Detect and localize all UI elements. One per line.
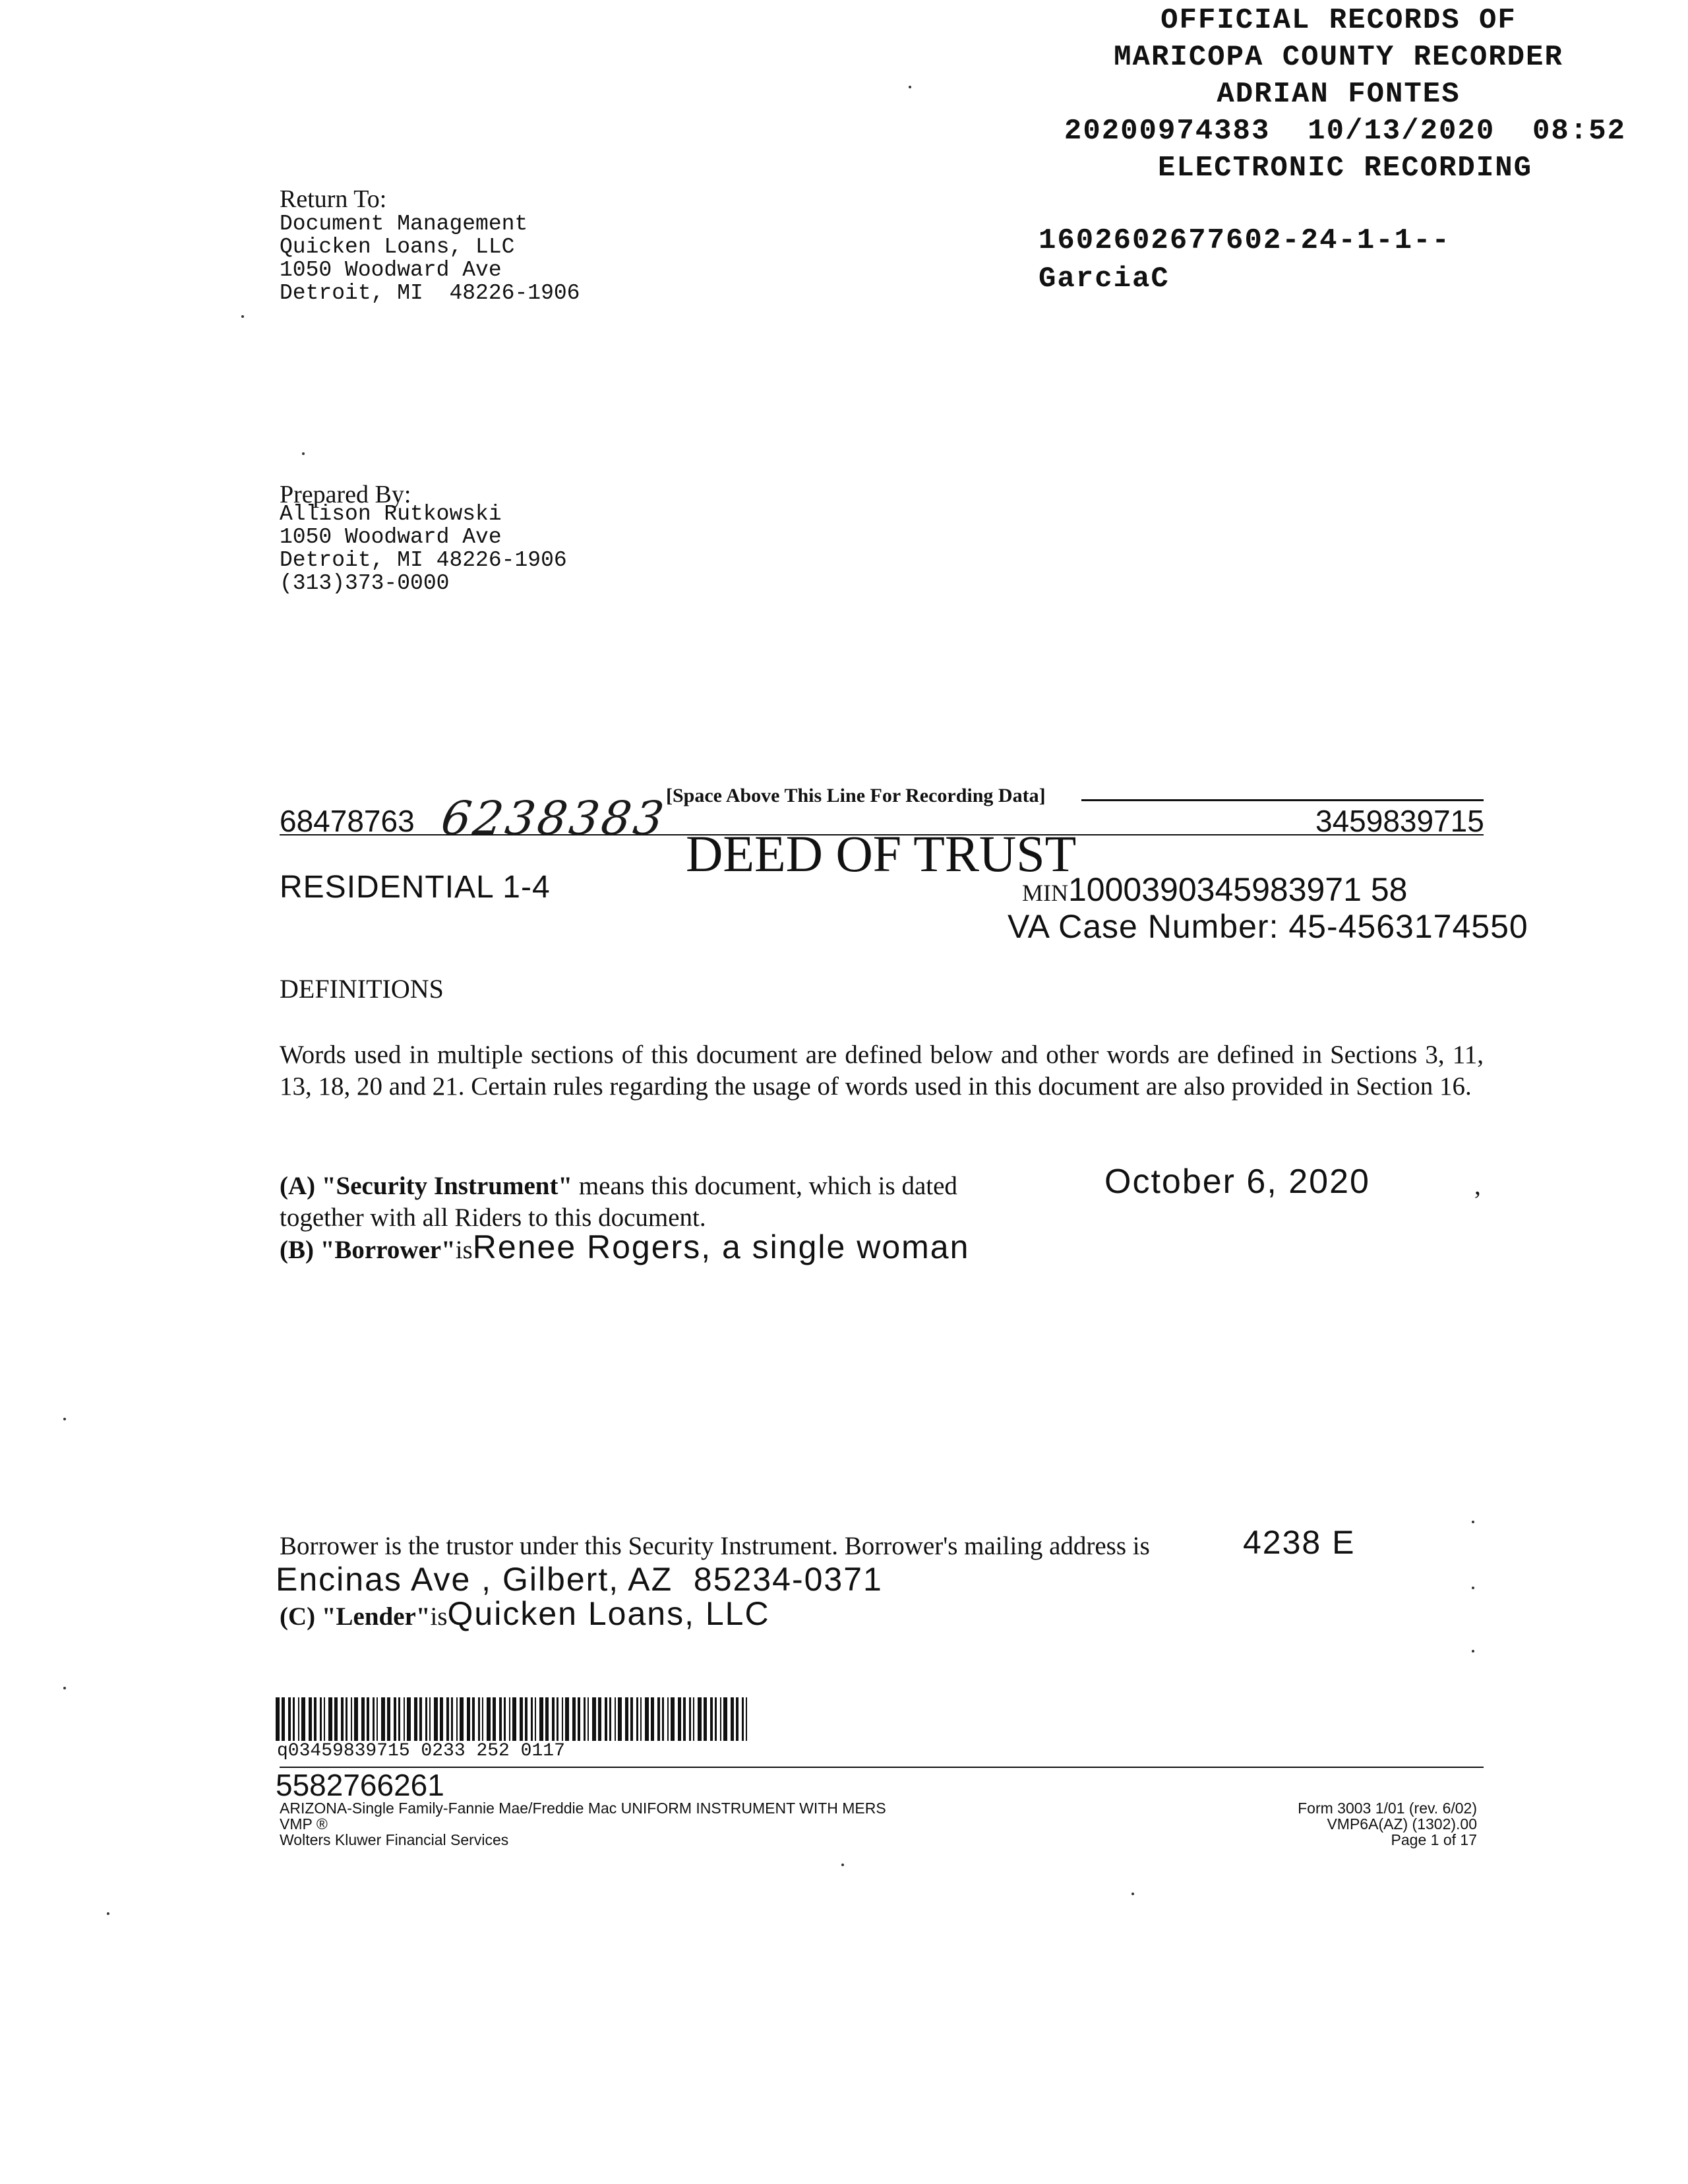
scan-speck bbox=[107, 1912, 109, 1915]
barcode-bar bbox=[387, 1697, 390, 1741]
definition-a bbox=[280, 1171, 957, 1201]
prepared-by-line: (313)373-0000 bbox=[280, 571, 450, 595]
barcode-bar bbox=[615, 1697, 616, 1741]
scan-speck bbox=[63, 1418, 66, 1420]
barcode-bar bbox=[351, 1697, 352, 1741]
barcode-bar bbox=[636, 1697, 638, 1741]
return-to-heading: Return To: bbox=[280, 185, 387, 213]
recording-clerk: GarciaC bbox=[1039, 262, 1170, 295]
barcode-bar bbox=[373, 1697, 375, 1741]
barcode-bar bbox=[720, 1697, 721, 1741]
barcode-bar bbox=[293, 1697, 295, 1741]
barcode-bar bbox=[425, 1697, 427, 1741]
definition-a-line2: together with all Riders to this document. bbox=[280, 1203, 706, 1232]
barcode-bar bbox=[731, 1697, 734, 1741]
barcode-bar bbox=[657, 1697, 660, 1741]
va-case-number: VA Case Number: 45-4563174550 bbox=[1008, 908, 1528, 945]
barcode-bar bbox=[440, 1697, 443, 1741]
barcode-bar bbox=[414, 1697, 417, 1741]
barcode-bar bbox=[460, 1697, 464, 1741]
barcode-bar bbox=[710, 1697, 713, 1741]
recording-left-number: 68478763 bbox=[280, 804, 415, 838]
barcode-bar bbox=[429, 1697, 431, 1741]
recording-reference: 1602602677602-24-1-1-- bbox=[1039, 224, 1451, 257]
barcode-bar bbox=[467, 1697, 470, 1741]
scan-speck bbox=[1472, 1650, 1474, 1653]
barcode-bar bbox=[578, 1697, 580, 1741]
barcode-bar bbox=[531, 1697, 533, 1741]
barcode-bar bbox=[334, 1697, 338, 1741]
recorder-line-5: ELECTRONIC RECORDING bbox=[1157, 152, 1533, 185]
barcode-bar bbox=[398, 1697, 400, 1741]
trustor-text: Borrower is the trustor under this Security Instrument. Borrower's mailing address is bbox=[280, 1532, 1150, 1560]
prepared-by-line: Allison Rutkowski bbox=[280, 502, 502, 526]
barcode-bar bbox=[671, 1697, 675, 1741]
barcode-bar bbox=[404, 1697, 405, 1741]
return-to-line: Detroit, MI 48226-1906 bbox=[280, 281, 580, 305]
barcode-bar bbox=[504, 1697, 506, 1741]
definition-c bbox=[280, 1594, 770, 1633]
prepared-by-line: Detroit, MI 48226-1906 bbox=[280, 548, 567, 572]
prepared-by-line: 1050 Woodward Ave bbox=[280, 525, 502, 549]
scan-speck bbox=[1472, 1587, 1474, 1589]
footer-loan-number: 5582766261 bbox=[276, 1768, 444, 1802]
barcode-bar bbox=[394, 1697, 396, 1741]
scan-speck bbox=[1472, 1521, 1474, 1523]
barcode-bar bbox=[552, 1697, 555, 1741]
barcode-bar bbox=[557, 1697, 558, 1741]
barcode-bar bbox=[645, 1697, 649, 1741]
barcode-bar bbox=[482, 1697, 483, 1741]
barcode-bar bbox=[640, 1697, 642, 1741]
barcode-bar bbox=[381, 1697, 385, 1741]
scan-speck bbox=[1131, 1893, 1134, 1895]
barcode-bar bbox=[446, 1697, 449, 1741]
return-to-line: Document Management bbox=[280, 212, 528, 236]
barcode-bar bbox=[282, 1697, 285, 1741]
handwritten-number: 6238383 bbox=[438, 791, 670, 845]
barcode-bar bbox=[667, 1697, 669, 1741]
borrower-address-line1: 4238 E bbox=[1243, 1524, 1356, 1561]
barcode-bar bbox=[746, 1697, 747, 1741]
barcode-bar bbox=[361, 1697, 365, 1741]
barcode-bar bbox=[736, 1697, 738, 1741]
scan-speck bbox=[841, 1864, 844, 1866]
definition-c-is: is bbox=[430, 1602, 448, 1631]
barcode-bar bbox=[609, 1697, 611, 1741]
definition-a-comma: , bbox=[1474, 1172, 1481, 1200]
barcode-bar bbox=[472, 1697, 475, 1741]
definitions-intro: Words used in multiple sections of this document are defined below and other words are defined in Sections 3, 11, 13, 18, 20 and 21. Certain rules regarding the usage of words used in this document are also provided in Section 16. bbox=[280, 1041, 1484, 1101]
barcode-bar bbox=[456, 1697, 458, 1741]
lender-name: Quicken Loans, LLC bbox=[447, 1595, 770, 1632]
footer-publisher: Wolters Kluwer Financial Services bbox=[280, 1831, 509, 1848]
barcode-bar bbox=[301, 1697, 305, 1741]
definitions-heading: DEFINITIONS bbox=[280, 974, 444, 1004]
barcode-bar bbox=[704, 1697, 707, 1741]
scan-speck bbox=[302, 452, 305, 455]
document-barcode bbox=[276, 1697, 750, 1741]
barcode-bar bbox=[572, 1697, 576, 1741]
return-to-line: Quicken Loans, LLC bbox=[280, 235, 515, 259]
barcode-bar bbox=[451, 1697, 453, 1741]
barcode-bar bbox=[598, 1697, 601, 1741]
barcode-bar bbox=[742, 1697, 744, 1741]
barcode-bar bbox=[689, 1697, 691, 1741]
definition-b-is: is bbox=[455, 1236, 473, 1264]
barcode-bar bbox=[512, 1697, 516, 1741]
barcode-bar bbox=[298, 1697, 299, 1741]
footer-vmp: VMP ® bbox=[280, 1815, 328, 1833]
recording-number-datetime: 20200974383 10/13/2020 08:52 bbox=[1064, 115, 1627, 148]
security-instrument-date: October 6, 2020 bbox=[1104, 1163, 1370, 1201]
barcode-bar bbox=[288, 1697, 291, 1741]
barcode-bar bbox=[320, 1697, 322, 1741]
barcode-bar bbox=[324, 1697, 325, 1741]
barcode-bars bbox=[276, 1697, 750, 1741]
definition-a-label: (A) "Security Instrument" bbox=[280, 1172, 573, 1200]
recorder-line-1: OFFICIAL RECORDS OF bbox=[1160, 4, 1517, 37]
barcode-bar bbox=[314, 1697, 316, 1741]
barcode-bar bbox=[683, 1697, 686, 1741]
barcode-bar bbox=[630, 1697, 633, 1741]
footer-page-number: Page 1 of 17 bbox=[1391, 1831, 1477, 1848]
barcode-bar bbox=[693, 1697, 694, 1741]
return-to-line: 1050 Woodward Ave bbox=[280, 258, 502, 282]
scan-speck bbox=[909, 86, 911, 88]
barcode-bar bbox=[662, 1697, 664, 1741]
barcode-bar bbox=[588, 1697, 589, 1741]
barcode-bar bbox=[535, 1697, 536, 1741]
barcode-bar bbox=[407, 1697, 411, 1741]
space-above-caption: [Space Above This Line For Recording Data] bbox=[666, 785, 1046, 806]
recorder-line-3: ADRIAN FONTES bbox=[1217, 78, 1461, 111]
residential-label: RESIDENTIAL 1-4 bbox=[280, 870, 551, 905]
borrower-address-line2: Encinas Ave , Gilbert, AZ 85234-0371 bbox=[276, 1561, 883, 1598]
footer-form-number: Form 3003 1/01 (rev. 6/02) bbox=[1298, 1800, 1477, 1817]
barcode-bar bbox=[377, 1697, 378, 1741]
min-line bbox=[1022, 870, 1407, 909]
recording-rule-right bbox=[1081, 799, 1484, 801]
barcode-bar bbox=[276, 1697, 280, 1741]
barcode-bar bbox=[341, 1697, 344, 1741]
barcode-bar bbox=[592, 1697, 596, 1741]
barcode-bar bbox=[354, 1697, 358, 1741]
prepared-by-heading: Prepared By: bbox=[280, 481, 411, 508]
definition-b bbox=[280, 1228, 969, 1266]
barcode-bar bbox=[419, 1697, 422, 1741]
barcode-bar bbox=[434, 1697, 438, 1741]
definition-a-text: means this document, which is dated bbox=[572, 1172, 957, 1200]
footer-form-title: ARIZONA-Single Family-Fannie Mae/Freddie Mac UNIFORM INSTRUMENT WITH MERS bbox=[280, 1800, 886, 1817]
footer-rule bbox=[280, 1767, 1484, 1768]
scan-speck bbox=[63, 1687, 66, 1689]
barcode-bar bbox=[520, 1697, 523, 1741]
barcode-bar bbox=[328, 1697, 332, 1741]
barcode-bar bbox=[625, 1697, 628, 1741]
recorder-line-2: MARICOPA COUNTY RECORDER bbox=[1114, 41, 1563, 74]
barcode-bar bbox=[618, 1697, 622, 1741]
barcode-bar bbox=[367, 1697, 369, 1741]
barcode-bar bbox=[545, 1697, 549, 1741]
barcode-bar bbox=[478, 1697, 480, 1741]
footer-vmp-code: VMP6A(AZ) (1302).00 bbox=[1327, 1815, 1477, 1833]
barcode-bar bbox=[565, 1697, 569, 1741]
barcode-bar bbox=[509, 1697, 510, 1741]
scan-speck bbox=[241, 315, 244, 318]
document-title: DEED OF TRUST bbox=[686, 825, 1077, 882]
barcode-bar bbox=[584, 1697, 586, 1741]
definition-b-label: (B) "Borrower" bbox=[280, 1236, 456, 1264]
barcode-bar bbox=[487, 1697, 491, 1741]
recording-right-number: 3459839715 bbox=[1315, 804, 1484, 838]
definition-c-label: (C) "Lender" bbox=[280, 1602, 431, 1631]
barcode-bar bbox=[651, 1697, 654, 1741]
barcode-bar bbox=[499, 1697, 502, 1741]
borrower-name: Renee Rogers, a single woman bbox=[472, 1228, 970, 1265]
min-number: 1000390345983971 58 bbox=[1068, 871, 1408, 908]
barcode-text: q03459839715 0233 252 0117 bbox=[277, 1741, 565, 1761]
barcode-bar bbox=[605, 1697, 607, 1741]
barcode-bar bbox=[346, 1697, 347, 1741]
barcode-bar bbox=[562, 1697, 563, 1741]
barcode-bar bbox=[698, 1697, 702, 1741]
barcode-bar bbox=[539, 1697, 543, 1741]
barcode-bar bbox=[715, 1697, 717, 1741]
barcode-bar bbox=[493, 1697, 496, 1741]
barcode-bar bbox=[723, 1697, 727, 1741]
min-label: MIN bbox=[1022, 880, 1068, 906]
barcode-bar bbox=[525, 1697, 528, 1741]
barcode-bar bbox=[309, 1697, 312, 1741]
barcode-bar bbox=[678, 1697, 681, 1741]
